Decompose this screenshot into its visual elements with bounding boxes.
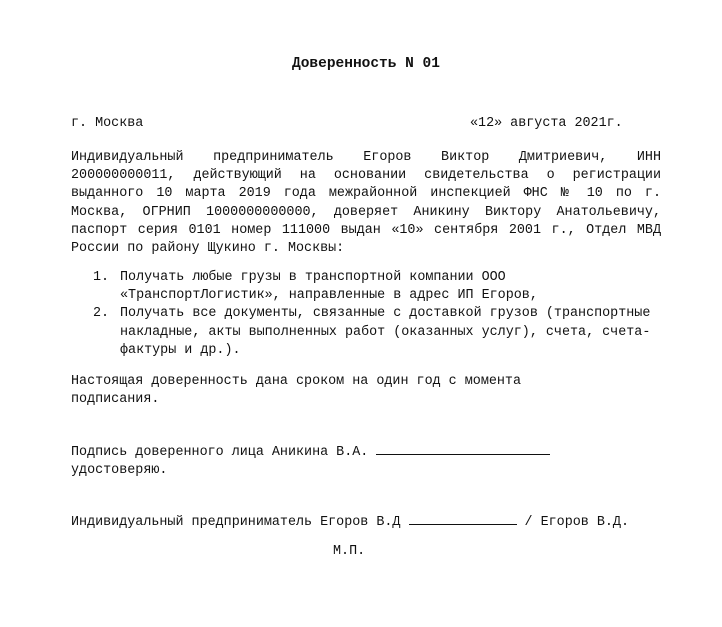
list-item-number: 2. [93,306,110,322]
attorney-signature-line [376,441,550,455]
principal-signature-line [409,511,517,525]
attorney-signature-label: Подпись доверенного лица Аникина В.А. [71,445,377,460]
principal-label: Индивидуальный предприниматель Егоров В.Д [71,515,409,530]
attestation-label: удостоверяю. [71,463,168,479]
list-item-number: 1. [93,270,110,285]
signature-separator: / [516,515,541,530]
document-date: «12» августа 2021г. [470,116,623,131]
city: г. Москва [71,116,144,131]
principal-name: Егоров В.Д. [540,515,630,530]
principal-signature-block [71,511,629,532]
list-item [71,305,670,360]
list-item-text: Получать любые грузы в транспортной компании ООО «ТранспортЛогистик», направленные в адрес ИП Егоров, [120,270,538,304]
attorney-signature-block [71,441,550,480]
list-item [71,269,670,305]
validity-term: Настоящая доверенность дана сроком на один год с момента подписания. [71,374,521,408]
body-paragraph: Индивидуальный предприниматель Егоров Виктор Дмитриевич, ИНН 200000000011, действующий на основании свидетельства о регистрации выданного 10 марта 2019 года межрайонной инспекцией ФНС № 10 по г. Москва, ОГРНИП 1000000000000, доверяет Аникину Виктору Анатольевичу, паспорт серия 0101 номер 111000 выдан «10» сентября 2001 г., Отдел МВД России по району Щукино г. Москвы: [71,150,661,257]
document-title: Доверенность N 01 [292,56,440,72]
authority-list [71,269,681,360]
stamp-place: М.П. [333,544,366,559]
list-item-text: Получать все документы, связанные с доставкой грузов (транспортные накладные, акты выполненных работ (оказанных услуг), счета, счета-фактуры и др.). [120,306,651,358]
